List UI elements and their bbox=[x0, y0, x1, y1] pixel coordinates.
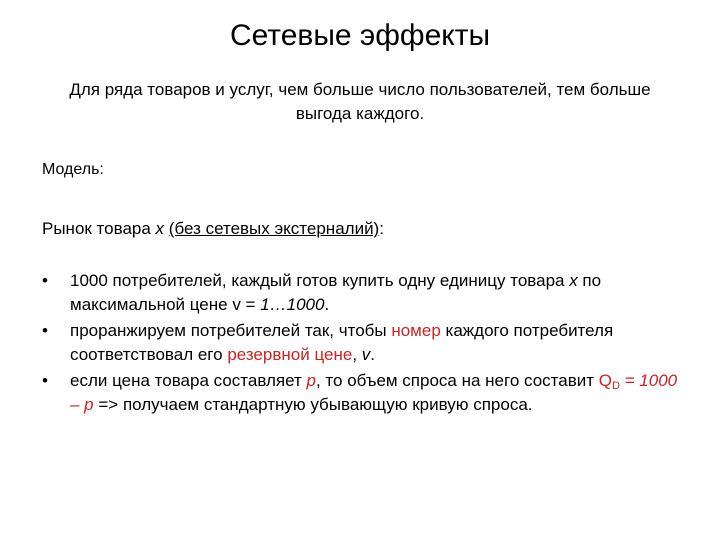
bullet2-part3: , bbox=[352, 345, 362, 364]
bullet3-part3: => получаем стандартную убывающую кривую спроса. bbox=[93, 395, 533, 414]
bullet2-red-reserve-price: резервной цене bbox=[227, 345, 353, 364]
model-label: Модель: bbox=[42, 161, 104, 178]
bullet-marker: • bbox=[42, 371, 48, 390]
bullet2-v: v bbox=[361, 345, 371, 364]
intro-text: Для ряда товаров и услуг, чем больше число пользователей, тем больше выгода каждого. bbox=[69, 80, 651, 123]
bullet1-x: x bbox=[569, 271, 578, 290]
bullet-item-demand bbox=[42, 369, 682, 417]
market-prefix: Рынок товара bbox=[42, 219, 156, 238]
bullet2-red-number: номер bbox=[391, 321, 441, 340]
bullet1-part2: по максимальной цене v = bbox=[70, 271, 602, 314]
bullet2-part2: каждого потребителя соответствовал его bbox=[70, 321, 614, 364]
bullet3-formula-rhs: = 1000 – p bbox=[70, 371, 678, 414]
bullet-list bbox=[42, 269, 682, 419]
market-var-x: x bbox=[155, 219, 165, 238]
bullet1-range: 1…1000 bbox=[260, 295, 325, 314]
market-underlined: (без сетевых экстерналий) bbox=[168, 219, 380, 238]
bullet3-q-sub: D bbox=[611, 380, 620, 392]
bullet-marker: • bbox=[42, 271, 48, 290]
bullet-item-consumers bbox=[42, 269, 682, 317]
bullet-marker: • bbox=[42, 321, 48, 340]
bullet3-q: Q bbox=[598, 371, 612, 390]
bullet3-part1: если цена товара составляет bbox=[70, 371, 307, 390]
bullet2-part1: проранжируем потребителей так, чтобы bbox=[70, 321, 392, 340]
slide-title: Сетевые эффекты bbox=[229, 19, 491, 52]
market-suffix: : bbox=[379, 219, 384, 238]
bullet2-part4: . bbox=[370, 345, 376, 364]
market-heading bbox=[42, 217, 384, 241]
bullet1-part3: . bbox=[324, 295, 330, 314]
bullet-item-ranking bbox=[42, 319, 682, 367]
bullet1-part1: 1000 потребителей, каждый готов купить одну единицу товара bbox=[70, 271, 570, 290]
bullet3-p: p bbox=[306, 371, 316, 390]
bullet3-part2: , то объем спроса на него составит bbox=[315, 371, 599, 390]
